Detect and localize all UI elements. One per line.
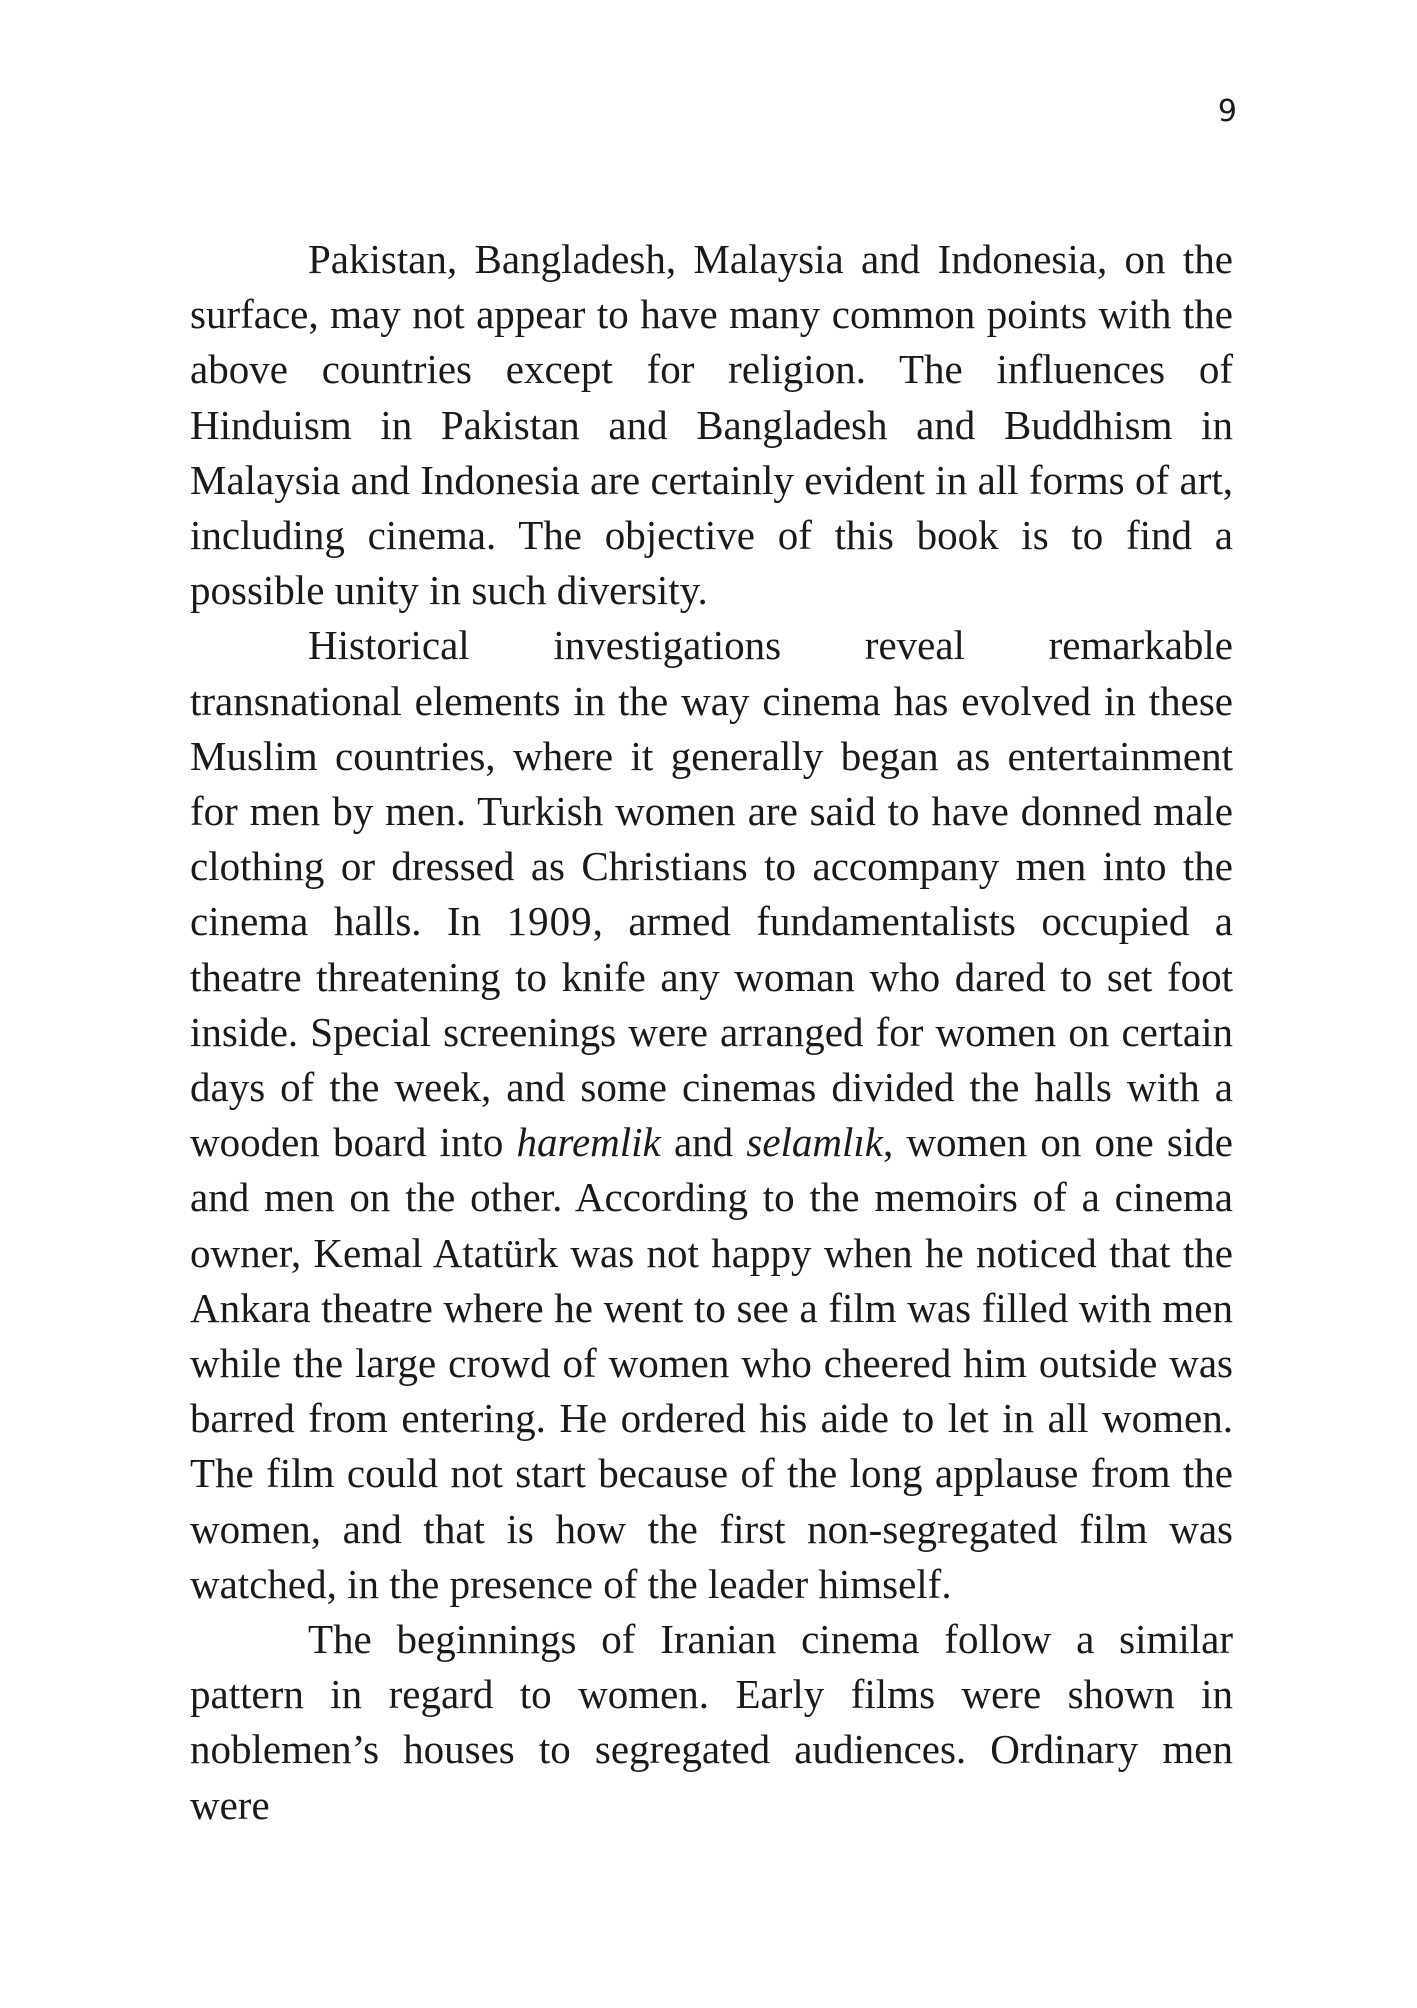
page-number: 9 bbox=[1217, 94, 1237, 129]
paragraph-3: The beginnings of Iranian cinema follow a similar pattern in regard to women. Early films were shown in noblemen’s houses to segregated audiences. Ordinary men were bbox=[190, 1616, 1233, 1828]
year-1909: 1909 bbox=[506, 898, 593, 945]
paragraph-1: Pakistan, Bangladesh, Malaysia and Indonesia, on the surface, may not appear to have many common points with the above countries except for religion. The influences of Hinduism in Pakistan and Bangladesh and Buddhism in Malaysia and Indonesia are certainly evident in all forms of art, including cinema. The objective of this book is to find a possible unity in such diversity. bbox=[190, 236, 1233, 614]
term-selamlik: selamlık bbox=[746, 1119, 883, 1166]
paragraph-2-text-c: and bbox=[660, 1119, 747, 1166]
term-haremlik: haremlik bbox=[516, 1119, 661, 1166]
paragraph-2-text-b: , armed fundamentalists occupied a theatre threatening to knife any woman who dared to set foot inside. Special screenings were arranged for women on certain days of the week, and some cinemas divided the halls with a wooden board into bbox=[190, 898, 1233, 1166]
paragraph-2 bbox=[190, 618, 1233, 1612]
paragraph-2-text-d: , women on one side and men on the other. According to the memoirs of a cinema owner, Kemal Atatürk was not happy when he noticed that the Ankara theatre where he went to see a film was filled with men while the large crowd of women who cheered him outside was barred from entering. He ordered his aide to let in all women. The film could not start because of the long applause from the women, and that is how the first non-segregated film was watched, in the presence of the leader himself. bbox=[190, 1119, 1233, 1607]
body-text bbox=[190, 232, 1233, 1833]
paragraph-2-text-a: Historical investigations reveal remarkable transnational elements in the way cinema has evolved in these Muslim countries, where it generally began as entertainment for men by men. Turkish women are said to have donned male clothing or dressed as Christians to accompany men into the cinema halls. In bbox=[190, 622, 1233, 945]
